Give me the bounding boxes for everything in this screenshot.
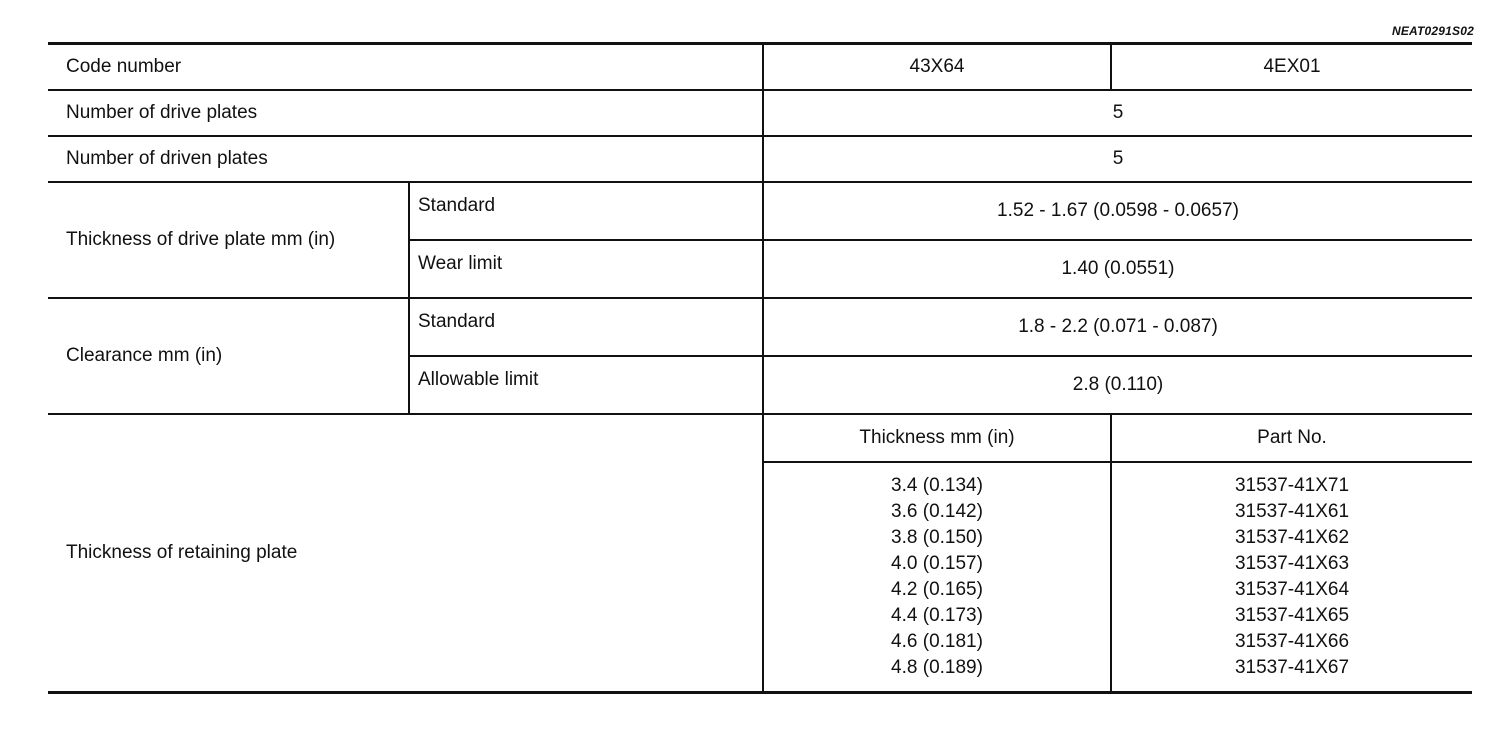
retaining-part-item: 31537-41X62 <box>1234 527 1350 548</box>
retaining-part-item: 31537-41X63 <box>1234 553 1350 574</box>
driven-plates-value: 5 <box>763 136 1472 182</box>
driven-plates-label: Number of driven plates <box>48 136 763 182</box>
retaining-part-item: 31537-41X64 <box>1234 579 1350 600</box>
row-clearance-standard <box>48 298 1472 356</box>
clearance-allowable-label: Allowable limit <box>409 356 763 414</box>
retaining-thickness-header: Thickness mm (in) <box>763 414 1111 462</box>
drive-plate-standard-value: 1.52 - 1.67 (0.0598 - 0.0657) <box>763 182 1472 240</box>
code-number-label: Code number <box>48 44 763 91</box>
code-number-value-2: 4EX01 <box>1111 44 1472 91</box>
retaining-part-list <box>1111 462 1472 693</box>
retaining-thickness-item: 3.4 (0.134) <box>891 475 983 496</box>
code-number-value-1: 43X64 <box>763 44 1111 91</box>
drive-plate-wear-limit-value: 1.40 (0.0551) <box>763 240 1472 298</box>
retaining-part-header: Part No. <box>1111 414 1472 462</box>
row-driven-plates <box>48 136 1472 182</box>
retaining-thickness-list <box>763 462 1111 693</box>
drive-plate-thickness-label: Thickness of drive plate mm (in) <box>48 182 409 298</box>
retaining-part-item: 31537-41X66 <box>1234 631 1350 652</box>
drive-plates-label: Number of drive plates <box>48 90 763 136</box>
drive-plate-standard-label: Standard <box>409 182 763 240</box>
retaining-plate-label: Thickness of retaining plate <box>66 542 298 563</box>
clearance-standard-label: Standard <box>409 298 763 356</box>
reference-code: NEAT0291S02 <box>1391 24 1474 38</box>
retaining-thickness-item: 4.6 (0.181) <box>891 631 983 652</box>
retaining-thickness-item: 4.0 (0.157) <box>891 553 983 574</box>
drive-plates-value: 5 <box>763 90 1472 136</box>
row-retaining-plate-header <box>48 414 1472 462</box>
clutch-spec-table <box>48 42 1472 694</box>
retaining-thickness-item: 3.8 (0.150) <box>891 527 983 548</box>
row-drive-plate-standard <box>48 182 1472 240</box>
retaining-part-item: 31537-41X71 <box>1234 475 1350 496</box>
retaining-thickness-item: 4.8 (0.189) <box>891 657 983 678</box>
clearance-allowable-value: 2.8 (0.110) <box>763 356 1472 414</box>
retaining-thickness-item: 3.6 (0.142) <box>891 501 983 522</box>
retaining-thickness-item: 4.4 (0.173) <box>891 605 983 626</box>
clearance-standard-value: 1.8 - 2.2 (0.071 - 0.087) <box>763 298 1472 356</box>
retaining-part-item: 31537-41X61 <box>1234 501 1350 522</box>
row-code-number <box>48 44 1472 91</box>
row-drive-plates <box>48 90 1472 136</box>
retaining-thickness-item: 4.2 (0.165) <box>891 579 983 600</box>
retaining-part-item: 31537-41X67 <box>1234 657 1350 678</box>
drive-plate-wear-limit-label: Wear limit <box>409 240 763 298</box>
clearance-label: Clearance mm (in) <box>48 298 409 414</box>
retaining-part-item: 31537-41X65 <box>1234 605 1350 626</box>
